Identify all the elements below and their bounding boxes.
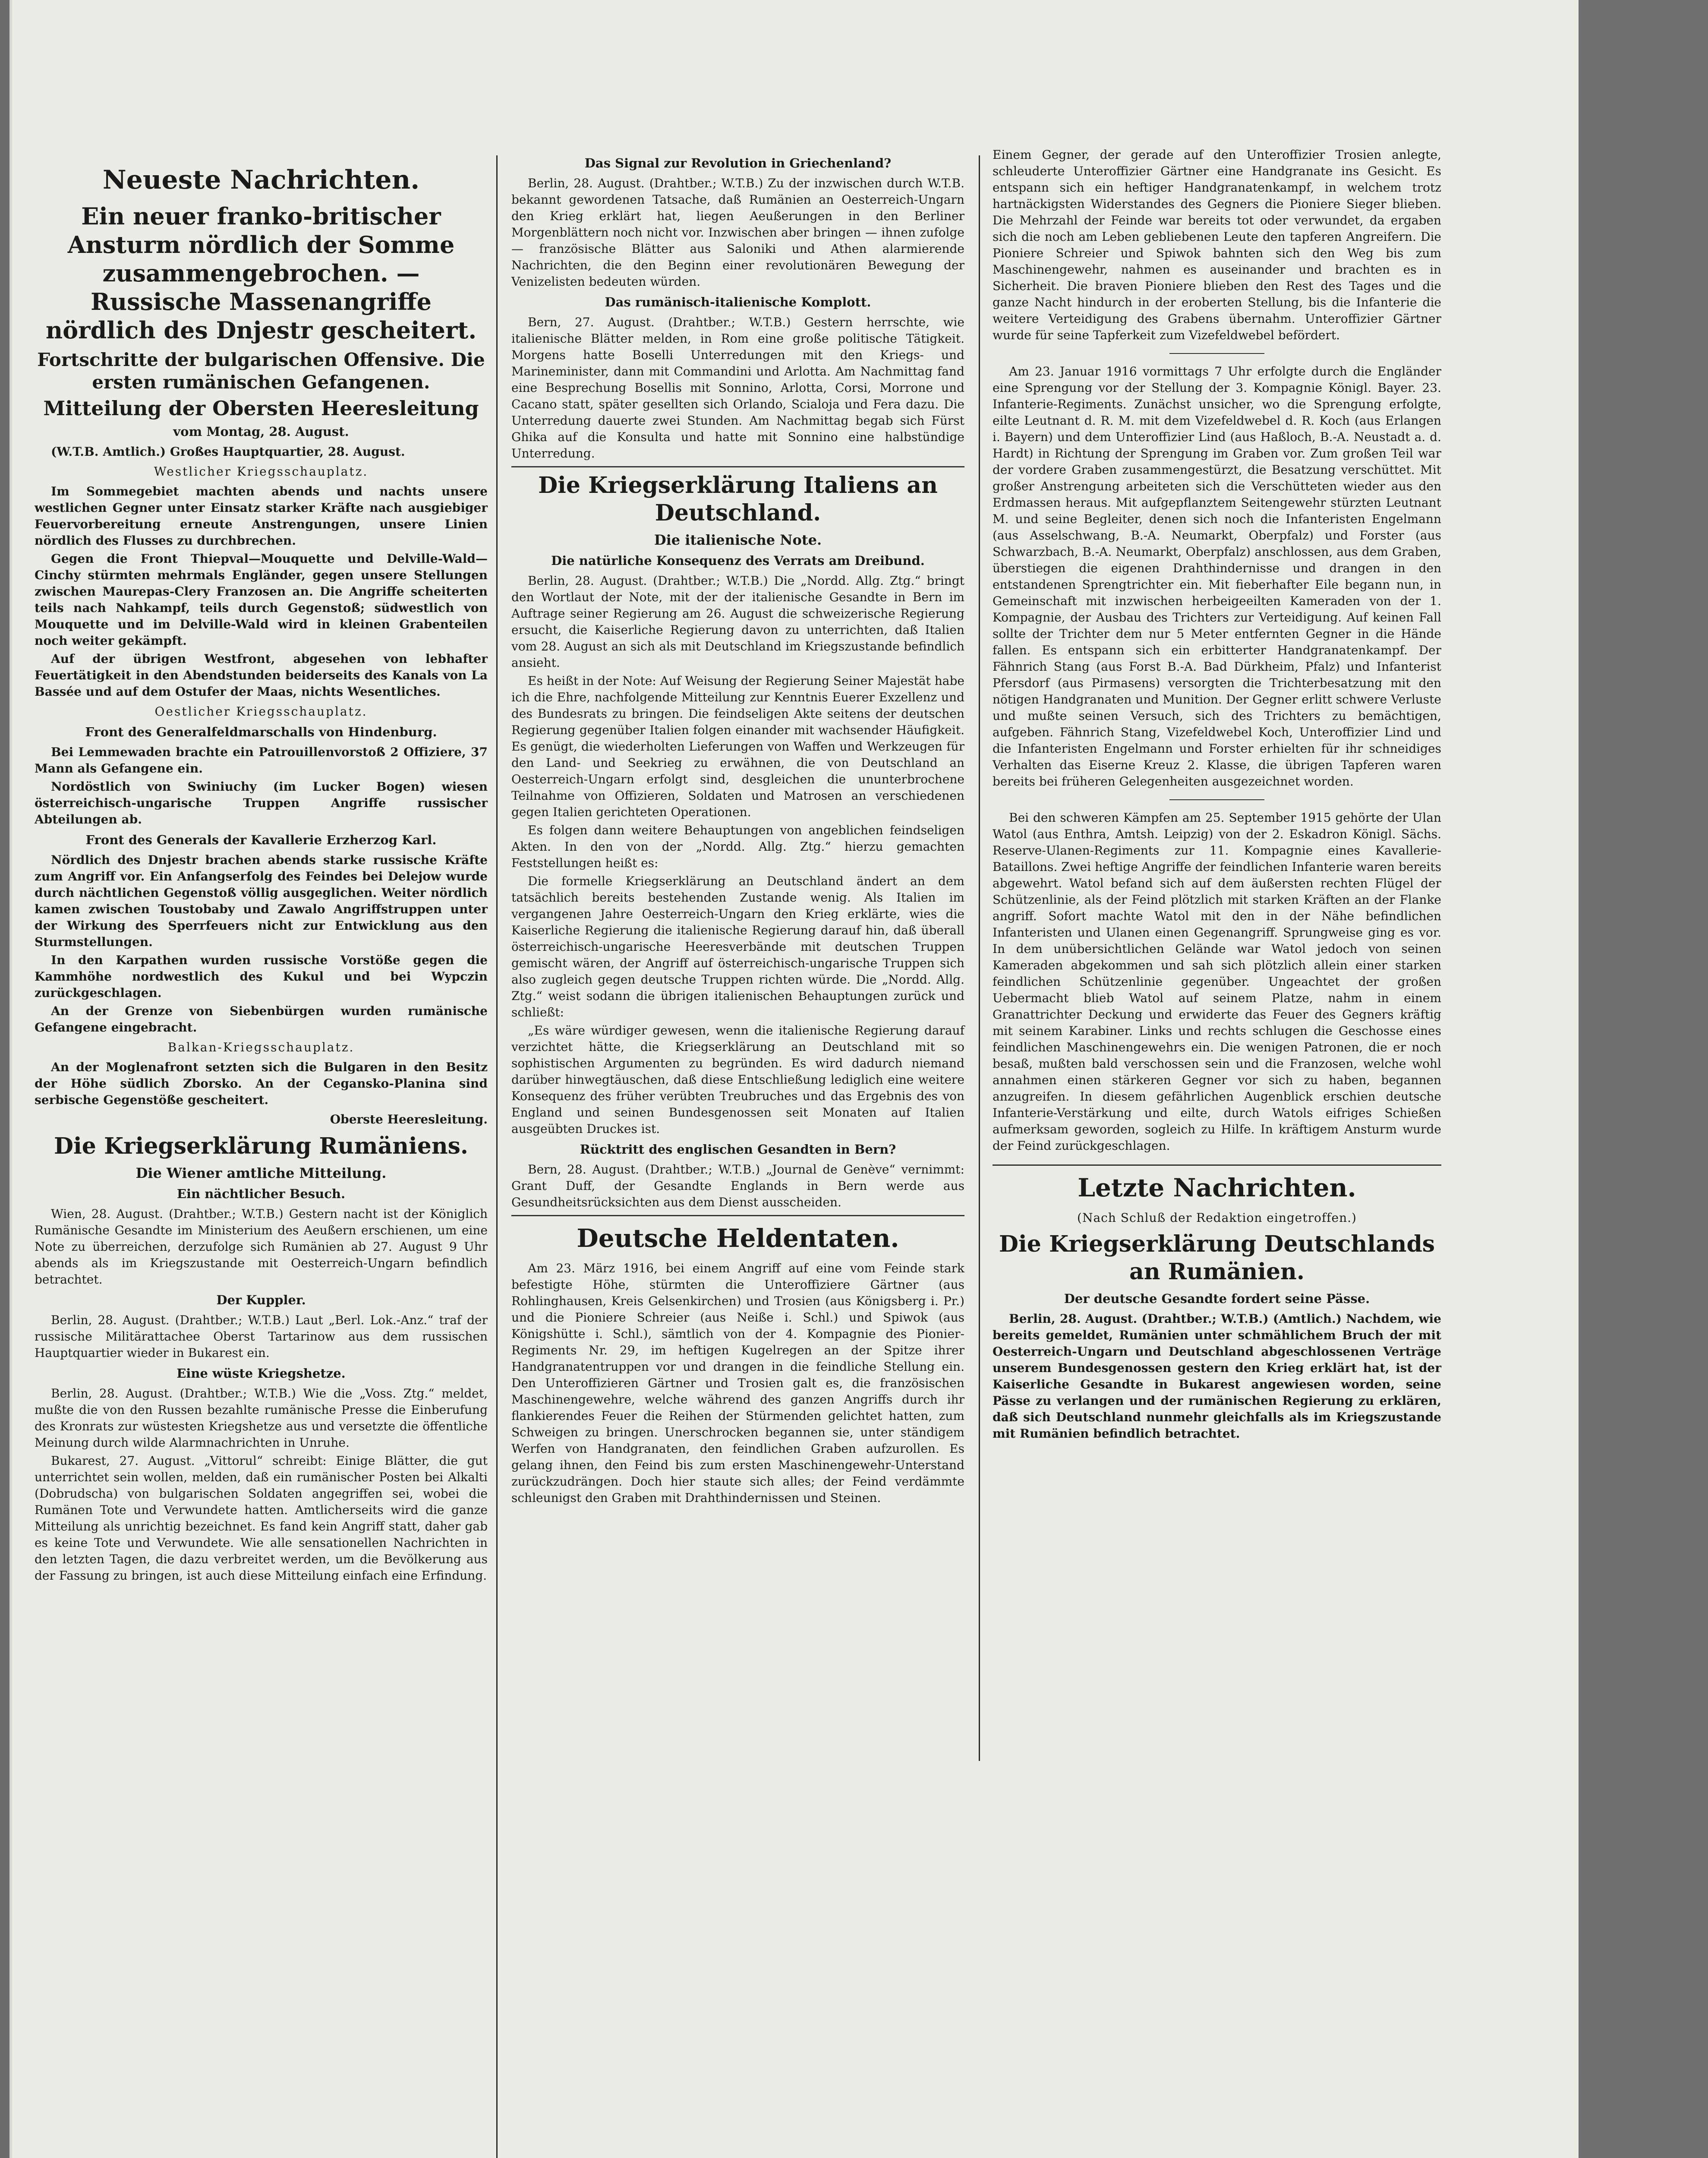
front-subheading: Front des Generalfeldmarschalls von Hindenburg. bbox=[85, 725, 437, 739]
paragraph: Berlin, 28. August. (Drahtber.; W.T.B.) Wie die „Voss. Ztg.“ meldet, mußte die von den Russen bezahlte rumänische Presse die Einberufung des Kronrats zur wüstesten Kriegshetze aus und versetzte die öffentliche Meinung durch wilde Alarmnachrichten in Unruhe. bbox=[35, 1386, 488, 1450]
paragraph: Nordöstlich von Swiniuchy (im Lucker Bogen) wiesen österreichisch-ungarische Truppen Angriffe russischer Abteilungen ab. bbox=[35, 779, 488, 827]
paragraph: Bei den schweren Kämpfen am 25. September 1915 gehörte der Ulan Watol (aus Enthra, Amtsh. Leipzig) von der 2. Eskadron Königl. Sächs. Reserve-Ulanen-Regiments zur 11. Kompagnie eines Kavallerie-Bataillons. Zwei heftige Angriffe der feindlichen Infanterie waren bereits abgewehrt. Watol befand sich auf dem äußersten rechten Flügel der Schützenlinie, als der Feind plötzlich mit starken Kräften an der Flanke angriff. Sofort machte Watol mit den in der Nähe befindlichen Infanteristen und Ulanen einen Gegenangriff. Sprungweise ging es vor. In dem unübersichtlichen Gelände war Watol jedoch von seinen Kameraden abgekommen und sah sich plötzlich allein einer starken feindlichen Schützenlinie gegenüber. Ungeachtet der großen Uebermacht blieb Watol auf seinem Platze, nahm in einem Granattrichter Deckung und erwiderte das Feuer des Gegners kräftig mit seinem Karabiner. Links und rechts schlugen die Geschosse eines feindlichen Maschinengewehrs ein. Die wenigen Patronen, die er noch besaß, mußten bald verschossen sein und die Franzosen, welche wohl annahmen einen stärkeren Gegner vor sich zu haben, begannen anzugreifen. In diesem gefährlichen Augenblick erschien deutsche Infanterie-Verstärkung und eilte, durch Watols eifriges Schießen aufmerksam geworden, sogleich zu Hilfe. In kräftigem Ansturm wurde der Feind zurückgeschlagen. bbox=[993, 811, 1441, 1153]
article-title: Letzte Nachrichten. bbox=[1078, 1173, 1356, 1202]
paragraph: Es folgen dann weitere Behauptungen von angeblichen feindseligen Akten. In den von der „Nordd. Allg. Ztg.“ hierzu gemachten Feststellungen heißt es: bbox=[511, 823, 964, 870]
column-rule-1 bbox=[496, 155, 498, 2158]
article-subtitle: Die Wiener amtliche Mitteilung. bbox=[136, 1165, 387, 1181]
main-headline: Ein neuer franko-britischer Ansturm nördlich der Somme zusammengebrochen. — Russische Massenangriffe nördlich des Dnjestr gescheitert. bbox=[45, 202, 477, 344]
sub-headline: Fortschritte der bulgarischen Offensive. Die ersten rumänischen Gefangenen. bbox=[37, 349, 485, 393]
paragraph: Bern, 28. August. (Drahtber.; W.T.B.) „Journal de Genève“ vernimmt: Grant Duff, der Gesandte Englands in Bern werde aus Gesundheitsrücksichten aus dem Dienst ausscheiden. bbox=[511, 1162, 964, 1209]
article-subtitle: Die italienische Note. bbox=[654, 532, 822, 548]
section-heading: Neueste Nachrichten. bbox=[102, 165, 420, 195]
paragraph: Gegen die Front Thiepval—Mouquette und Delville-Wald—Cinchy stürmten mehrmals Engländer, gegen unsere Stellungen zwischen Maurepas-Clery Franzosen an. Die Angriffe scheiterten teils nach Nahkampf, teils durch Gegenstoß; südwestlich von Mouquette und im Delville-Wald wird in kleinen Grabenteilen noch weiter gekämpft. bbox=[35, 552, 488, 648]
column-1 bbox=[35, 155, 488, 1586]
column-3 bbox=[993, 147, 1441, 1444]
paragraph: Wien, 28. August. (Drahtber.; W.T.B.) Gestern nacht ist der Königlich Rumänische Gesandte im Ministerium des Aeußern erschienen, um eine Note zu überreichen, derzufolge sich Rumänien ab 27. August 9 Uhr abends als im Kriegszustande mit Oesterreich-Ungarn befindlich betrachtet. bbox=[35, 1207, 488, 1287]
paragraph: Es heißt in der Note: Auf Weisung der Regierung Seiner Majestät habe ich die Ehre, nachfolgende Mitteilung zur Kenntnis Euerer Exzellenz und des Bundesrats zu bringen. Die feindseligen Akte seitens der deutschen Regierung gegenüber Italien folgen einander mit wachsender Häufigkeit. Es genügt, die wiederholten Lieferungen von Waffen und Werkzeugen für den Land- und Seekrieg zu erwähnen, die von Deutschland an Oesterreich-Ungarn erfolgt sind, desgleichen die ununterbrochene Teilnahme von Offizieren, Soldaten und Matrosen an verschiedenen gegen Italien gerichteten Operationen. bbox=[511, 674, 964, 819]
article-title: Deutsche Heldentaten. bbox=[577, 1224, 899, 1253]
paragraph: Bei Lemmewaden brachte ein Patrouillenvorstoß 2 Offiziere, 37 Mann als Gefangene ein. bbox=[35, 745, 488, 776]
paragraph: Nördlich des Dnjestr brachen abends starke russische Kräfte zum Angriff vor. Ein Anfangserfolg des Feindes bei Delejow wurde durch nächtlichen Gegenstoß völlig ausgeglichen. Weiter nördlich kamen zwischen Toustobaby und Zawalo Angriffstruppen unter der Wirkung des Sperrfeuers nicht zur Entwicklung aus den Sturmstellungen. bbox=[35, 853, 488, 949]
article-divider bbox=[511, 466, 964, 467]
paragraph: Berlin, 28. August. (Drahtber.; W.T.B.) Laut „Berl. Lok.-Anz.“ traf der russische Militärattachee Oberst Tartarinow aus dem russischen Hauptquartier wieder in Bukarest ein. bbox=[35, 1313, 488, 1360]
paragraph: „Es wäre würdiger gewesen, wenn die italienische Regierung darauf verzichtet hätte, die Kriegserklärung an Deutschland mit so sophistischen Argumenten zu begründen. Es wird dadurch niemand darüber hinwegtäuschen, daß diese Entschließung lediglich eine weitere Konsequenz des früher verübten Treubruches und das Ergebnis des von England und seinen Bundesgenossen seit Monaten auf Italien ausgeübten Druckes ist. bbox=[511, 1023, 964, 1136]
column-2 bbox=[511, 151, 964, 1508]
article-divider bbox=[993, 1164, 1441, 1166]
front-subheading: Front des Generals der Kavallerie Erzherzog Karl. bbox=[85, 833, 437, 847]
paragraph: An der Moglenafront setzten sich die Bulgaren in den Besitz der Höhe südlich Zborsko. An der Cegansko-Planina sind serbische Gegenstöße gescheitert. bbox=[35, 1060, 488, 1107]
balkan-front-title: Balkan-Kriegsschauplatz. bbox=[167, 1040, 355, 1054]
paragraph: Berlin, 28. August. (Drahtber.; W.T.B.) (Amtlich.) Nachdem, wie bereits gemeldet, Rumänien unter schmählichem Bruch der mit Oesterreich-Ungarn und Deutschland abgeschlossenen Verträge unserem Bundesgenossen gestern den Krieg erklärt hat, ist der Kaiserliche Gesandte in Bukarest angewiesen worden, seine Pässe zu verlangen und der rumänischen Regierung zu erklären, daß sich Deutschland nunmehr gleichfalls als im Kriegszustande mit Rumänien befindlich betrachtet. bbox=[993, 1312, 1441, 1441]
section-subtitle: Das rumänisch-italienische Komplott. bbox=[605, 295, 871, 309]
section-subtitle: Rücktritt des englischen Gesandten in Bern? bbox=[580, 1142, 896, 1157]
paragraph: Bern, 27. August. (Drahtber.; W.T.B.) Gestern herrschte, wie italienische Blätter melden, in Rom eine große politische Tätigkeit. Morgens hatte Boselli Unterredungen mit den Kriegs- und Marineminister, dann mit Commandini und Arlotta. Am Nachmittag fand eine Besprechung Bosellis mit Sonnino, Arlotta, Corsi, Morrone und Cacano statt, später gesellten sich Orlando, Scialoja und Fera dazu. Die Unterredung dauerte zwei Stunden. Am Nachmittag begab sich Fürst Ghika auf die Konsulta und hatte mit Sonnino eine halbstündige Unterredung. bbox=[511, 315, 964, 461]
paragraph: Am 23. März 1916, bei einem Angriff auf eine vom Feinde stark befestigte Höhe, stürmten die Unteroffiziere Gärtner (aus Rohlinghausen, Kreis Gelsenkirchen) und Trosien (aus Königsberg i. Pr.) und die Pioniere Schreier (aus Neiße i. Schl.) und Spiwok (aus Königshütte i. Schl.), sämtlich von der 4. Kompagnie des Pionier-Regiments Nr. 29, im heftigen Kugelregen an der Spitze ihrer Handgranatentruppen vor und drangen in die feindliche Stellung ein. Den Unteroffizieren Gärtner und Trosien galt es, die französischen Maschinengewehre, welche während des ganzen Angriffs durch ihr flankierendes Feuer die Reihen der Stürmenden gelichtet hatten, zum Schweigen zu bringen. Unerschrocken begannen sie, unter ständigem Werfen von Handgranaten, den feindlichen Graben aufzurollen. Es gelang ihnen, den Feind bis zum ersten Maschinengewehr-Unterstand zurückzudrängen. Doch hier staute sich alles; der Feind verdämmte schleunigst den Graben mit Drahthindernissen und Steinen. bbox=[511, 1261, 964, 1505]
paragraph: Am 23. Januar 1916 vormittags 7 Uhr erfolgte durch die Engländer eine Sprengung vor der Stellung der 3. Kompagnie Königl. Bayer. 23. Infanterie-Regiments. Zunächst unsicher, wo die Sprengung erfolgte, eilte Leutnant d. R. M. mit dem Vizefeldwebel d. R. Koch (aus Erlangen i. Bayern) und dem Unteroffizier Lind (aus Haßloch, B.-A. Neustadt a. d. Hardt) in Richtung der Sprengung im Graben vor. Zum großen Teil war der vordere Graben zusammengestürzt, die Besatzung verschüttet. Mit großer Anstrengung arbeiteten sich die Verschütteten wieder aus den Erdmassen heraus. Mit aufgepflanztem Seitengewehr stürzten Leutnant M. und seine Begleiter, denen sich noch die Infanteristen Engelmann (aus Asselschwang, B.-A. Neumarkt, Oberpfalz) und Forster (aus Schwarzbach, B.-A. Neumarkt, Oberpfalz) anschlossen, aus dem Graben, überstiegen die eigenen Drahthindernisse und drangen in den entstandenen Sprengtrichter ein. Mit fieberhafter Eile begann nun, in Gemeinschaft mit inzwischen herbeigeeilten Kameraden von der 1. Kompagnie, der Ausbau des Trichters zur Verteidigung. Auf keinen Fall sollte der Trichter dem nur 5 Meter entfernten Gegner in die Hände fallen. Es entspann sich ein erbitterter Handgranatenkampf. Der Fähnrich Stang (aus Forst B.-A. Bad Dürkheim, Pfalz) und Infanterist Pfersdorf (aus Pirmasens) versorgten die Trichterbesatzung mit den nötigen Handgranaten und Munition. Der Gegner erlitt schwere Verluste und mußte seinen Versuch, sich des Trichters zu bemächtigen, aufgeben. Fähnrich Stang, Vizefeldwebel Koch, Unteroffizier Lind und die Infanteristen Engelmann und Forster erhielten für ihr schneidiges Verhalten das Eiserne Kreuz 2. Klasse, die übrigen Tapferen waren bereits bei früheren Gelegenheiten ausgezeichnet worden. bbox=[993, 364, 1441, 789]
report-title: Mitteilung der Obersten Heeresleitung bbox=[43, 397, 479, 420]
section-subtitle: Der Kuppler. bbox=[216, 1293, 306, 1307]
article-headline: Die Kriegserklärung Deutschlands an Rumänien. bbox=[999, 1231, 1435, 1285]
section-subtitle: Das Signal zur Revolution in Griechenland? bbox=[584, 156, 892, 170]
paragraph: Berlin, 28. August. (Drahtber.; W.T.B.) Die „Nordd. Allg. Ztg.“ bringt den Wortlaut der Note, mit der der italienische Gesandte in Bern im Auftrage seiner Regierung am 26. August die schweizerische Regierung ersucht, die Kaiserliche Regierung davon zu unterrichten, daß Italien vom 28. August an sich als mit Deutschland im Kriegszustande befindlich ansieht. bbox=[511, 574, 964, 670]
signature: Oberste Heeresleitung. bbox=[330, 1112, 488, 1126]
paragraph: Berlin, 28. August. (Drahtber.; W.T.B.) Zu der inzwischen durch W.T.B. bekannt gewordenen Tatsache, daß Rumänien an Oesterreich-Ungarn den Krieg erklärt hat, liegen Aeußerungen in den Berliner Morgenblättern noch nicht vor. Inzwischen aber bringen — ihnen zufolge — französische Blätter aus Saloniki und Athen alarmierende Nachrichten, die den Beginn einer revolutionären Bewegung der Venizelisten bedeuten würden. bbox=[511, 176, 964, 289]
paragraph: In den Karpathen wurden russische Vorstöße gegen die Kammhöhe nordwestlich des Kukul und bei Wypczin zurückgeschlagen. bbox=[35, 953, 488, 1000]
paragraph: Bukarest, 27. August. „Vittorul“ schreibt: Einige Blätter, die gut unterrichtet sein wollen, melden, daß ein rumänischer Posten bei Alkalti (Dobrudscha) von bulgarischen Soldaten angegriffen sei, wobei die Rumänen Tote und Verwundete hatten. Amtlicherseits wird die ganze Mitteilung als unrichtig bezeichnet. Es fand kein Angriff statt, daher gab es keine Tote und Verwundete. Wie alle sensationellen Nachrichten in den letzten Tagen, die dazu verbreitet werden, um die Bevölkerung aus der Fassung zu bringen, ist auch diese Mitteilung einfach eine Erfindung. bbox=[35, 1454, 488, 1583]
article-kicker: Der deutsche Gesandte fordert seine Pässe. bbox=[1064, 1291, 1370, 1306]
divider bbox=[1169, 353, 1264, 354]
article-title: Die Kriegserklärung Rumäniens. bbox=[54, 1133, 469, 1159]
divider bbox=[1169, 799, 1264, 800]
page-edge-shadow bbox=[1579, 0, 1708, 2158]
article-divider bbox=[511, 1215, 964, 1216]
article-title: Die Kriegserklärung Italiens an Deutschland. bbox=[538, 472, 938, 526]
paragraph: Einem Gegner, der gerade auf den Unteroffizier Trosien anlegte, schleuderte Unteroffizier Gärtner eine Handgranate ins Gesicht. Es entspann sich ein heftiger Handgranatenkampf, in welchem trotz hartnäckigsten Widerstandes des Gegners die Pioniere Sieger blieben. Die Mehrzahl der Feinde war bereits tot oder verwundet, da ergaben sich die noch am Leben gebliebenen Leute den tapferen Angreifern. Die Pioniere Schreier und Spiwok bahnten sich den Weg bis zum Maschinengewehr, nahmen es auseinander und brachten es in Sicherheit. Die braven Pioniere blieben den Rest des Tages und die ganze Nacht hindurch in der eroberten Stellung, bis die Infanterie die weitere Verteidigung des Grabens übernahm. Unteroffizier Gärtner wurde für seine Tapferkeit zum Vizefeldwebel befördert. bbox=[993, 148, 1441, 342]
report-date: vom Montag, 28. August. bbox=[173, 424, 349, 439]
east-front-title: Oestlicher Kriegsschauplatz. bbox=[154, 704, 368, 719]
article-subtitle: (Nach Schluß der Redaktion eingetroffen.) bbox=[1077, 1211, 1357, 1225]
paragraph: Die formelle Kriegserklärung an Deutschland ändert an dem tatsächlich bereits bestehenden Zustande wenig. Als Italien im vergangenen Jahre Oesterreich-Ungarn den Krieg erklärte, wies die Kaiserliche Regierung die italienische Regierung darauf hin, daß überall österreichisch-ungarische Heeresverbände mit deutschen Truppen gemischt wären, der Angriff auf österreichisch-ungarische Truppen sich also zugleich gegen deutsche Truppen richten würde. Die „Nordd. Allg. Ztg.“ weist sodann die übrigen italienischen Behauptungen zurück und schließt: bbox=[511, 874, 964, 1019]
report-intro: (W.T.B. Amtlich.) Großes Hauptquartier, 28. August. bbox=[51, 445, 405, 459]
west-front-title: Westlicher Kriegsschauplatz. bbox=[154, 464, 369, 479]
paragraph: Auf der übrigen Westfront, abgesehen von lebhafter Feuertätigkeit in den Abendstunden beiderseits des Kanals von La Bassée und auf dem Ostufer der Maas, nichts Wesentliches. bbox=[35, 652, 488, 699]
section-subtitle: Ein nächtlicher Besuch. bbox=[176, 1186, 346, 1201]
paragraph: An der Grenze von Siebenbürgen wurden rumänische Gefangene eingebracht. bbox=[35, 1004, 488, 1035]
paragraph: Im Sommegebiet machten abends und nachts unsere westlichen Gegner unter Einsatz starker Kräfte nach ausgiebiger Feuervorbereitung erneute Anstrengungen, unsere Linien nördlich des Flusses zu durchbrechen. bbox=[35, 484, 488, 548]
column-rule-2 bbox=[979, 155, 980, 1761]
article-kicker: Die natürliche Konsequenz des Verrats am Dreibund. bbox=[551, 553, 925, 568]
section-subtitle: Eine wüste Kriegshetze. bbox=[176, 1366, 346, 1381]
